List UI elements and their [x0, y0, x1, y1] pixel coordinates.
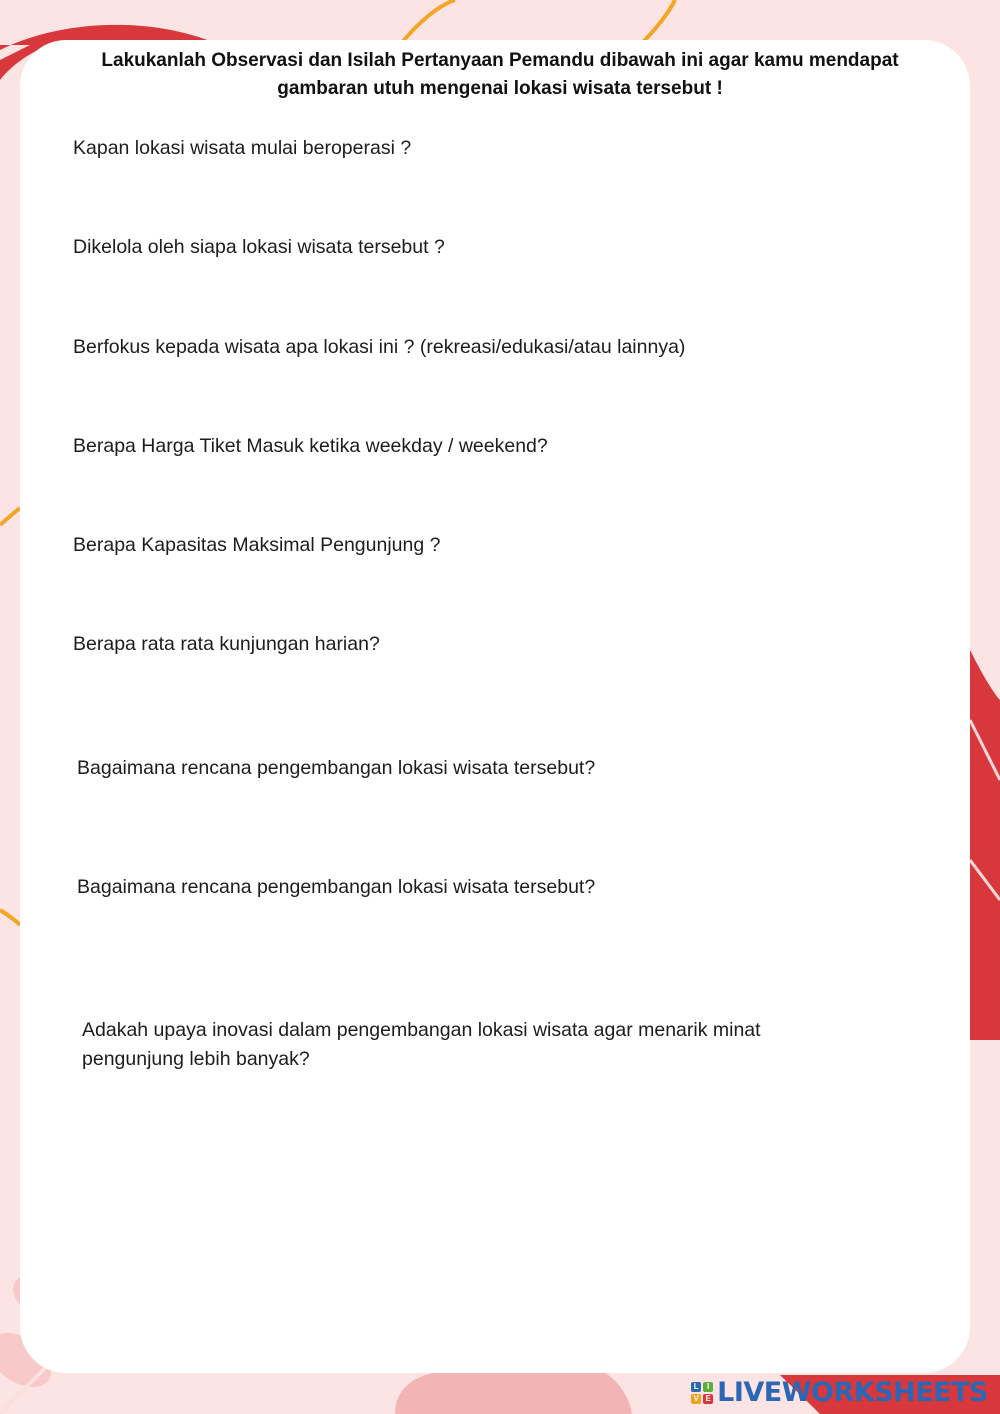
- question-8: Bagaimana rencana pengembangan lokasi wisata tersebut?: [77, 876, 596, 898]
- question-4: Berapa Harga Tiket Masuk ketika weekday / weekend?: [73, 435, 548, 457]
- orange-line-top: [400, 0, 455, 45]
- pink-circle-bottom: [395, 1370, 632, 1414]
- logo-letter-l: L: [691, 1382, 701, 1392]
- question-9: Adakah upaya inovasi dalam pengembangan lokasi wisata agar menarik minat pengunjung lebih banyak?: [82, 1019, 761, 1070]
- question-5: Berapa Kapasitas Maksimal Pengunjung ?: [73, 534, 441, 556]
- logo-letter-v: V: [691, 1394, 701, 1404]
- question-7: Bagaimana rencana pengembangan lokasi wisata tersebut?: [77, 757, 596, 779]
- red-shape-right: [970, 650, 1000, 1040]
- question-1: Kapan lokasi wisata mulai beroperasi ?: [73, 137, 412, 159]
- logo-letter-e: E: [703, 1394, 713, 1404]
- worksheet-title: Lakukanlah Observasi dan Isilah Pertanyaan Pemandu dibawah ini agar kamu mendapat gambaran utuh mengenai lokasi wisata tersebut !: [101, 50, 899, 99]
- brand-name: LIVEWORKSHEETS: [717, 1377, 988, 1408]
- logo-letter-i: I: [703, 1382, 713, 1392]
- orange-line-left: [0, 508, 20, 525]
- question-6: Berapa rata rata kunjungan harian?: [73, 633, 380, 655]
- logo-grid-icon: [691, 1382, 713, 1404]
- liveworksheets-logo[interactable]: [691, 1377, 988, 1408]
- question-2: Dikelola oleh siapa lokasi wisata tersebut ?: [73, 236, 445, 258]
- question-3: Berfokus kepada wisata apa lokasi ini ? (rekreasi/edukasi/atau lainnya): [73, 336, 686, 358]
